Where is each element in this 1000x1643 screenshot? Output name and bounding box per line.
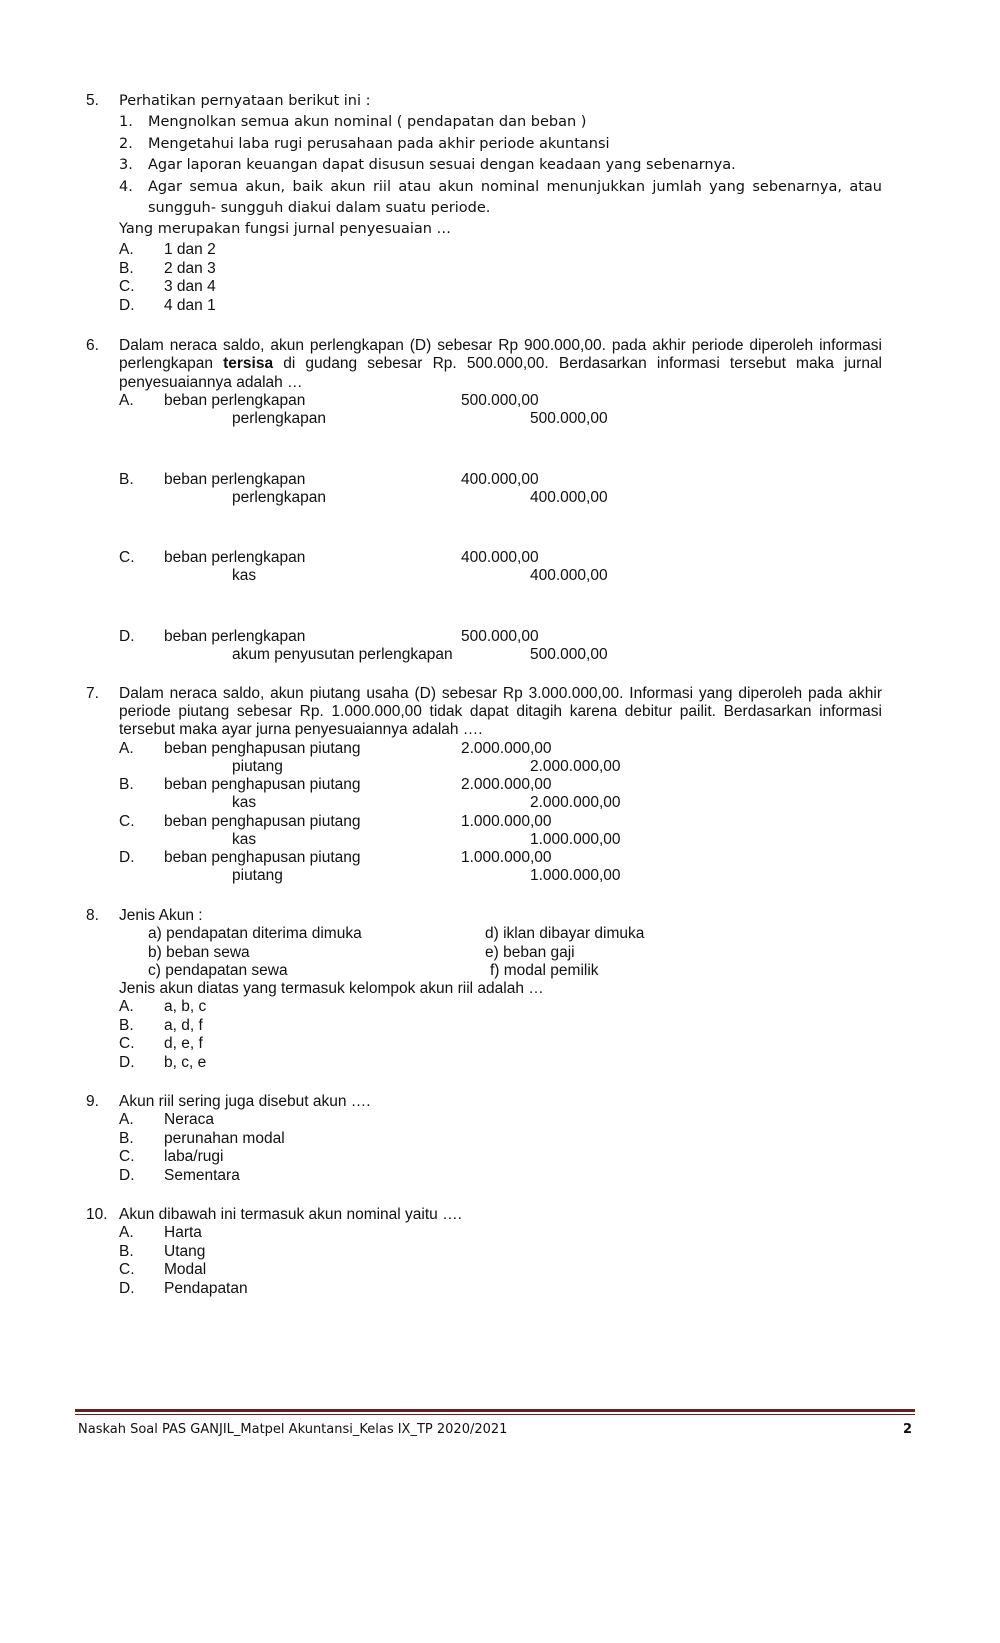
q5-option-letter: B.: [119, 260, 134, 277]
q10-number: 10.: [86, 1206, 108, 1223]
q8-option-letter: B.: [119, 1017, 134, 1034]
q7-credit-amount: 2.000.000,00: [530, 758, 621, 775]
q8-option-letter: C.: [119, 1035, 135, 1052]
q6-option-letter: B.: [119, 471, 134, 488]
q8-option-letter: D.: [119, 1054, 135, 1071]
q8-option-text: d, e, f: [164, 1035, 203, 1052]
q6-text-line: penyesuaiannya adalah …: [119, 374, 303, 391]
q9-option-letter: C.: [119, 1148, 135, 1165]
q6-text-line: Dalam neraca saldo, akun perlengkapan (D) sebesar Rp 900.000,00. pada akhir periode diperoleh informasi: [119, 337, 882, 354]
q7-text-line: tersebut maka ayar jurna penyesuaiannya adalah ….: [119, 721, 483, 738]
q7-option-letter: C.: [119, 813, 135, 830]
q6-credit-account: kas: [232, 567, 257, 584]
q5-option-letter: C.: [119, 278, 135, 295]
q5-option-text: 3 dan 4: [164, 278, 216, 295]
q9-option-text: Sementara: [164, 1167, 240, 1184]
q7-text-line: Dalam neraca saldo, akun piutang usaha (D) sebesar Rp 3.000.000,00. Informasi yang diperoleh pada akhir: [119, 685, 882, 702]
q6-credit-account: perlengkapan: [232, 410, 326, 427]
q5-intro: Perhatikan pernyataan berikut ini :: [119, 93, 371, 109]
q9-option-letter: A.: [119, 1111, 134, 1128]
q9-option-text: laba/rugi: [164, 1148, 224, 1165]
q5-option-letter: D.: [119, 297, 135, 314]
q6-debit-account: beban perlengkapan: [164, 392, 306, 409]
q8-option-text: a, d, f: [164, 1017, 203, 1034]
q6-bold-word: tersisa: [223, 355, 274, 372]
q7-credit-account: kas: [232, 831, 257, 848]
q10-option-letter: A.: [119, 1224, 134, 1241]
q6-number: 6.: [86, 337, 99, 354]
footer-title: Naskah Soal PAS GANJIL_Matpel Akuntansi_Kelas IX_TP 2020/2021: [78, 1422, 508, 1437]
q7-debit-account: beban penghapusan piutang: [164, 740, 361, 757]
q8-account-right: e) beban gaji: [485, 944, 575, 961]
q7-debit-amount: 2.000.000,00: [461, 740, 552, 757]
q10-question: Akun dibawah ini termasuk akun nominal yaitu ….: [119, 1206, 462, 1223]
q8-number: 8.: [86, 907, 99, 924]
q8-option-text: a, b, c: [164, 998, 207, 1015]
q6-option-letter: C.: [119, 549, 135, 566]
q5-statement: Mengetahui laba rugi perusahaan pada akhir periode akuntansi: [148, 136, 610, 152]
q8-account-right: d) iklan dibayar dimuka: [485, 925, 645, 942]
q5-statement-number: 1.: [119, 114, 133, 130]
q6-debit-account: beban perlengkapan: [164, 628, 306, 645]
q6-text-part: perlengkapan: [119, 355, 224, 372]
q9-option-text: Neraca: [164, 1111, 214, 1128]
q10-option-letter: B.: [119, 1243, 134, 1260]
q10-option-text: Harta: [164, 1224, 202, 1241]
q7-debit-amount: 1.000.000,00: [461, 813, 552, 830]
q6-text-part: di gudang sebesar Rp. 500.000,00. Berdasarkan informasi tersebut maka jurnal: [273, 355, 883, 372]
q8-intro: Jenis Akun :: [119, 907, 203, 924]
q5-option-text: 4 dan 1: [164, 297, 216, 314]
q6-debit-account: beban perlengkapan: [164, 549, 306, 566]
q7-text-line: periode piutang sebesar Rp. 1.000.000,00 tidak dapat ditagih karena debitur pailit. Berdasarkan informasi: [119, 703, 882, 720]
q8-account-left: c) pendapatan sewa: [148, 962, 288, 979]
q9-question: Akun riil sering juga disebut akun ….: [119, 1093, 371, 1110]
q7-number: 7.: [86, 685, 99, 702]
q8-account-right: f) modal pemilik: [490, 962, 599, 979]
q6-credit-amount: 500.000,00: [530, 410, 608, 427]
q7-debit-account: beban penghapusan piutang: [164, 813, 361, 830]
q5-option-letter: A.: [119, 241, 134, 258]
q6-debit-amount: 500.000,00: [461, 392, 539, 409]
q7-option-letter: B.: [119, 776, 134, 793]
q7-credit-account: kas: [232, 794, 257, 811]
footer-rule-thick: [75, 1409, 915, 1412]
q7-debit-account: beban penghapusan piutang: [164, 849, 361, 866]
q9-option-letter: D.: [119, 1167, 135, 1184]
q8-option-text: b, c, e: [164, 1054, 207, 1071]
q10-option-text: Utang: [164, 1243, 206, 1260]
q7-option-letter: D.: [119, 849, 135, 866]
q5-option-text: 1 dan 2: [164, 241, 216, 258]
q7-credit-account: piutang: [232, 867, 283, 884]
q7-debit-amount: 1.000.000,00: [461, 849, 552, 866]
q6-credit-amount: 400.000,00: [530, 567, 608, 584]
q8-account-left: a) pendapatan diterima dimuka: [148, 925, 362, 942]
q5-statement-number: 2.: [119, 136, 133, 152]
q5-statement-number: 4.: [119, 179, 133, 195]
q6-text-line: [119, 355, 882, 373]
q6-debit-amount: 400.000,00: [461, 549, 539, 566]
q5-statement-continued: sungguh- sungguh diakui dalam suatu periode.: [148, 200, 491, 216]
q7-credit-account: piutang: [232, 758, 283, 775]
q5-option-text: 2 dan 3: [164, 260, 216, 277]
q5-statement: Agar laporan keuangan dapat disusun sesuai dengan keadaan yang sebenarnya.: [148, 157, 736, 173]
q6-credit-account: akum penyusutan perlengkapan: [232, 646, 453, 663]
q6-option-letter: A.: [119, 392, 134, 409]
q10-option-letter: C.: [119, 1261, 135, 1278]
q8-account-left: b) beban sewa: [148, 944, 250, 961]
q5-statement-number: 3.: [119, 157, 133, 173]
q8-option-letter: A.: [119, 998, 134, 1015]
q10-option-text: Pendapatan: [164, 1280, 248, 1297]
page-number: 2: [903, 1422, 913, 1437]
q5-statement: Mengnolkan semua akun nominal ( pendapatan dan beban ): [148, 114, 587, 130]
q7-debit-account: beban penghapusan piutang: [164, 776, 361, 793]
q6-debit-account: beban perlengkapan: [164, 471, 306, 488]
q5-number: 5.: [86, 92, 99, 109]
q6-debit-amount: 500.000,00: [461, 628, 539, 645]
q5-statement: Agar semua akun, baik akun riil atau akun nominal menunjukkan jumlah yang sebenarnya, atau: [148, 179, 882, 195]
q6-credit-amount: 500.000,00: [530, 646, 608, 663]
q9-option-text: perunahan modal: [164, 1130, 285, 1147]
q9-number: 9.: [86, 1093, 99, 1110]
q6-debit-amount: 400.000,00: [461, 471, 539, 488]
q9-option-letter: B.: [119, 1130, 134, 1147]
q7-credit-amount: 2.000.000,00: [530, 794, 621, 811]
q7-credit-amount: 1.000.000,00: [530, 867, 621, 884]
q6-option-letter: D.: [119, 628, 135, 645]
footer-rule-thin: [75, 1414, 915, 1415]
q10-option-text: Modal: [164, 1261, 207, 1278]
q7-credit-amount: 1.000.000,00: [530, 831, 621, 848]
q7-debit-amount: 2.000.000,00: [461, 776, 552, 793]
q10-option-letter: D.: [119, 1280, 135, 1297]
q5-question: Yang merupakan fungsi jurnal penyesuaian …: [119, 221, 452, 237]
q7-option-letter: A.: [119, 740, 134, 757]
q6-credit-account: perlengkapan: [232, 489, 326, 506]
q8-question: Jenis akun diatas yang termasuk kelompok akun riil adalah …: [119, 980, 544, 997]
q6-credit-amount: 400.000,00: [530, 489, 608, 506]
